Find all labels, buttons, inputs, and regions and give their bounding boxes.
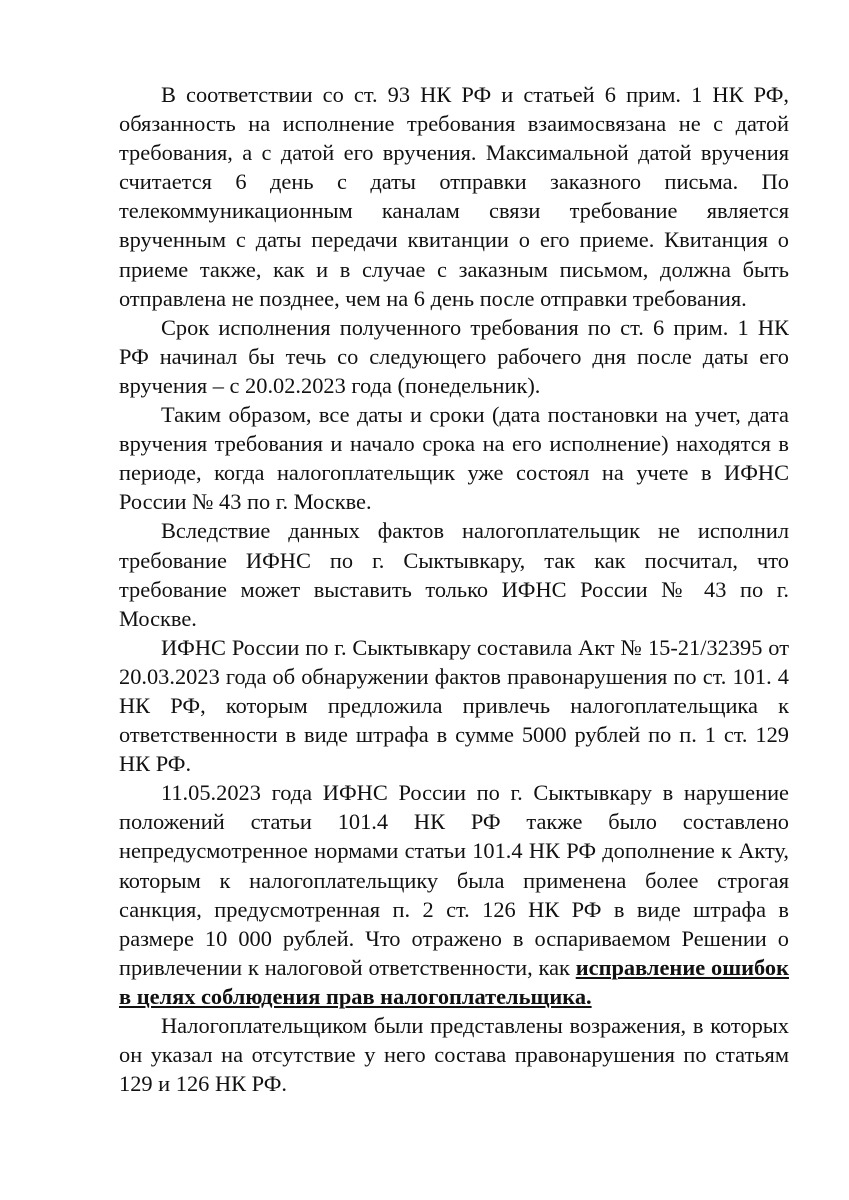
paragraph-4-text: Вследствие данных фактов налогоплательщик не исполнил требование ИФНС по г. Сыктывкару, так как посчитал, что требование может выставить только ИФНС России № 43 по г. Москве. (119, 518, 789, 631)
paragraph-1 (119, 80, 789, 313)
paragraph-5 (119, 633, 789, 778)
paragraph-6 (119, 778, 789, 1011)
paragraph-7 (119, 1011, 789, 1098)
paragraph-4 (119, 516, 789, 632)
emphasized-phrase: исправление ошибок в целях соблюдения прав налогоплательщика. (119, 954, 789, 1009)
document-page (119, 80, 789, 1098)
paragraph-2 (119, 313, 789, 400)
paragraph-2-text: Срок исполнения полученного требования по ст. 6 прим. 1 НК РФ начинал бы течь со следующего рабочего дня после даты его вручения – с 20.02.2023 года (понедельник). (119, 314, 789, 398)
paragraph-3-text: Таким образом, все даты и сроки (дата постановки на учет, дата вручения требования и начало срока на его исполнение) находятся в периоде, когда налогоплательщик уже состоял на учете в ИФНС России № 43 по г. Москве. (119, 402, 789, 515)
paragraph-7-text: Налогоплательщиком были представлены возражения, в которых он указал на отсутствие у него состава правонарушения по статьям 129 и 126 НК РФ. (119, 1013, 789, 1097)
paragraph-3 (119, 400, 789, 516)
paragraph-6-text: 11.05.2023 года ИФНС России по г. Сыктывкару в нарушение положений статьи 101.4 НК РФ также было составлено непредусмотренное нормами статьи 101.4 НК РФ дополнение к Акту, которым к налогоплательщику была применена более строгая санкция, предусмотренная п. 2 ст. 126 НК РФ в виде штрафа в размере 10 000 рублей. Что отражено в оспариваемом Решении о привлечении к налоговой ответственности, как (119, 780, 789, 980)
paragraph-5-text: ИФНС России по г. Сыктывкару составила Акт № 15-21/32395 от 20.03.2023 года об обнаружении фактов правонарушения по ст. 101. 4 НК РФ, которым предложила привлечь налогоплательщика к ответственности в виде штрафа в сумме 5000 рублей по п. 1 ст. 129 НК РФ. (119, 634, 789, 777)
paragraph-1-text: В соответствии со ст. 93 НК РФ и статьей 6 прим. 1 НК РФ, обязанность на исполнение требования взаимосвязана не с датой требования, а с датой его вручения. Максимальной датой вручения считается 6 день с даты отправки заказного письма. По телекоммуникационным каналам связи требование является врученным с даты передачи квитанции о его приеме. Квитанция о приеме также, как и в случае с заказным письмом, должна быть отправлена не позднее, чем на 6 день после отправки требования. (119, 82, 789, 311)
